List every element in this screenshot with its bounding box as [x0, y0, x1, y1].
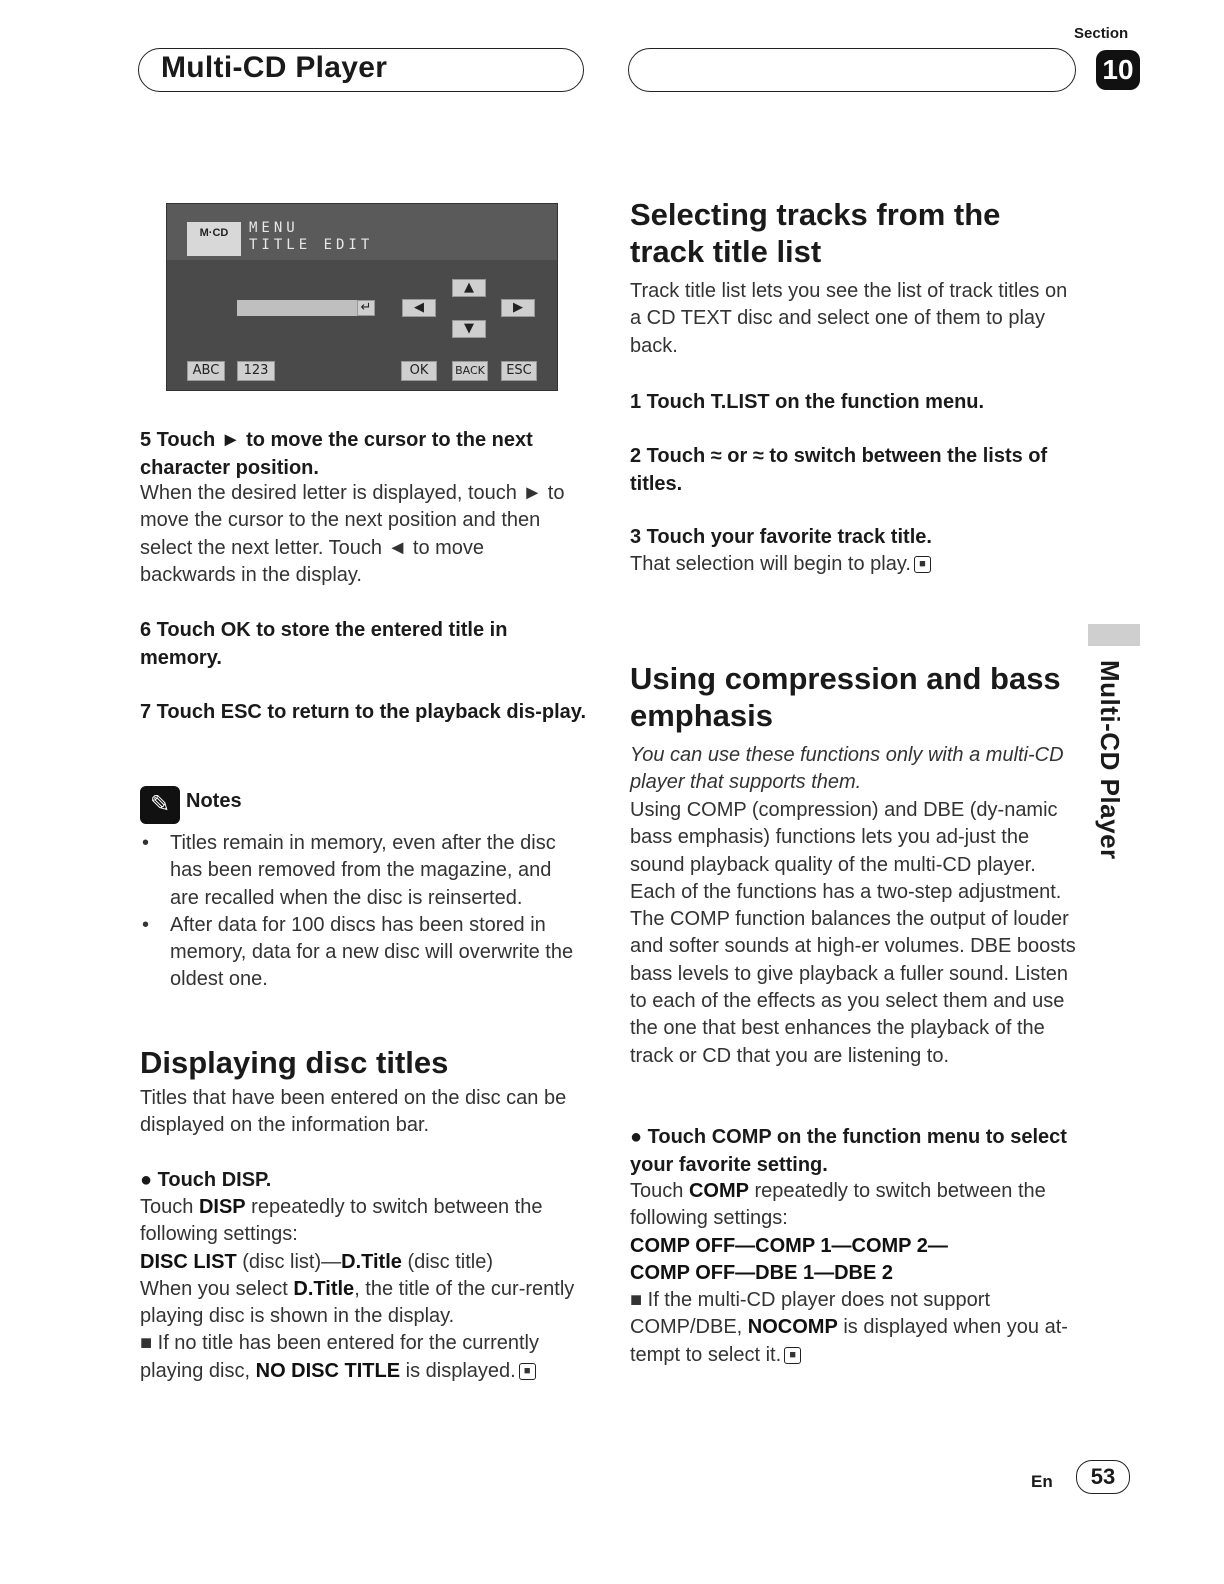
back-button[interactable]: BACK [452, 361, 488, 381]
selecting-intro: Track title list lets you see the list of track titles on a CD TEXT disc and select one of them to play back. [630, 280, 1068, 357]
number-button[interactable]: 123 [237, 361, 275, 381]
page-number: 53 [1076, 1460, 1130, 1494]
side-chapter-tab [1086, 660, 1142, 860]
abc-button[interactable]: ABC [187, 361, 225, 381]
displaying-intro: Titles that have been entered on the disc can be displayed on the information bar. [140, 1087, 567, 1137]
selecting-tracks-heading: Selecting tracks from the track title list [630, 197, 1001, 269]
side-chapter-label: Multi-CD Player [1095, 660, 1125, 860]
select-step-3: 3 Touch your favorite track title. [630, 526, 932, 548]
compression-heading: Using compression and bass emphasis [630, 661, 1061, 733]
select-step-2: 2 Touch ≈ or ≈ to switch between the lists of titles. [630, 445, 1048, 495]
notes-pencil-icon: ✎ [140, 786, 180, 824]
compression-body: Using COMP (compression) and DBE (dy-namic bass emphasis) functions lets you ad-just the sound playback quality of the multi-CD player. Each of the functions has a two-step adjustment. The COMP function balances the output of louder and softer sounds at high-er volumes. DBE boosts bass levels to give playback a fuller sound. Listen to each of the effects as you select them and use the one that best enhances the playback of the track or CD that you are listening to. [630, 799, 1076, 1067]
compression-italic-note: You can use these functions only with a multi-CD player that supports them. [630, 744, 1064, 794]
ok-button[interactable]: OK [401, 361, 437, 381]
cursor-up-button[interactable]: ▲ [452, 279, 486, 297]
select-step-3-body: That selection will begin to play. ■ [630, 551, 1075, 578]
step-6-title: 6 Touch OK to store the entered title in memory. [140, 619, 508, 669]
touch-comp-step: ● Touch COMP on the function menu to select your favorite setting. [630, 1126, 1067, 1176]
step-5-body: When the desired letter is displayed, touch ► to move the cursor to the next position and then select the next letter. Touch ◄ to move backwards in the display. [140, 482, 565, 586]
comp-instructions: Touch COMP repeatedly to switch between the following settings: COMP OFF—COMP 1—COMP 2— COMP OFF—DBE 1—DBE 2 ■ If the multi-CD player does not support COMP/DBE, NOCOMP is displayed when you at-tempt to select it. ■ [630, 1180, 1068, 1366]
side-tab-marker [1088, 624, 1140, 646]
cursor-down-button[interactable]: ▼ [452, 320, 486, 338]
language-label: En [1031, 1472, 1053, 1491]
title-input-field[interactable] [237, 300, 375, 316]
notes-title: Notes [186, 790, 242, 812]
end-mark-icon: ■ [914, 556, 931, 573]
notes-list [140, 830, 584, 994]
title-edit-screen [166, 203, 558, 391]
header-blank-pill [628, 48, 1076, 92]
cursor-left-button[interactable]: ◀ [402, 299, 436, 317]
end-mark-icon: ■ [784, 1347, 801, 1364]
displaying-disc-titles-heading: Displaying disc titles [140, 1045, 449, 1080]
mcd-logo: M·CD [187, 222, 241, 256]
note-item: • Titles remain in memory, even after the disc has been removed from the magazine, and are recalled when the disc is reinserted. [140, 830, 584, 912]
chapter-title: Multi-CD Player [161, 51, 388, 84]
touch-disp-step: ● Touch DISP. [140, 1169, 272, 1191]
disp-instructions: Touch DISP repeatedly to switch between the following settings: DISC LIST (disc list)—D.Title (disc title) When you select D.Title, the title of the cur-rently playing disc is shown in the display. ■ If no title has been entered for the currently playing disc, NO DISC TITLE is displayed. ■ [140, 1196, 575, 1382]
enter-icon[interactable]: ↵ [357, 300, 375, 316]
select-step-1: 1 Touch T.LIST on the function menu. [630, 391, 985, 413]
section-label: Section [1074, 25, 1129, 42]
step-5-title: 5 Touch ► to move the cursor to the next character position. [140, 429, 533, 479]
step-7-title: 7 Touch ESC to return to the playback dis-play. [140, 701, 586, 723]
esc-button[interactable]: ESC [501, 361, 537, 381]
screen-mode-label: TITLE EDIT [249, 237, 374, 253]
cursor-right-button[interactable]: ▶ [501, 299, 535, 317]
end-mark-icon: ■ [519, 1363, 536, 1380]
screen-menu-label: MENU [249, 220, 299, 236]
chapter-header [138, 48, 584, 92]
section-number-badge: 10 [1096, 50, 1140, 90]
note-item: • After data for 100 discs has been stored in memory, data for a new disc will overwrite the oldest one. [140, 912, 584, 994]
